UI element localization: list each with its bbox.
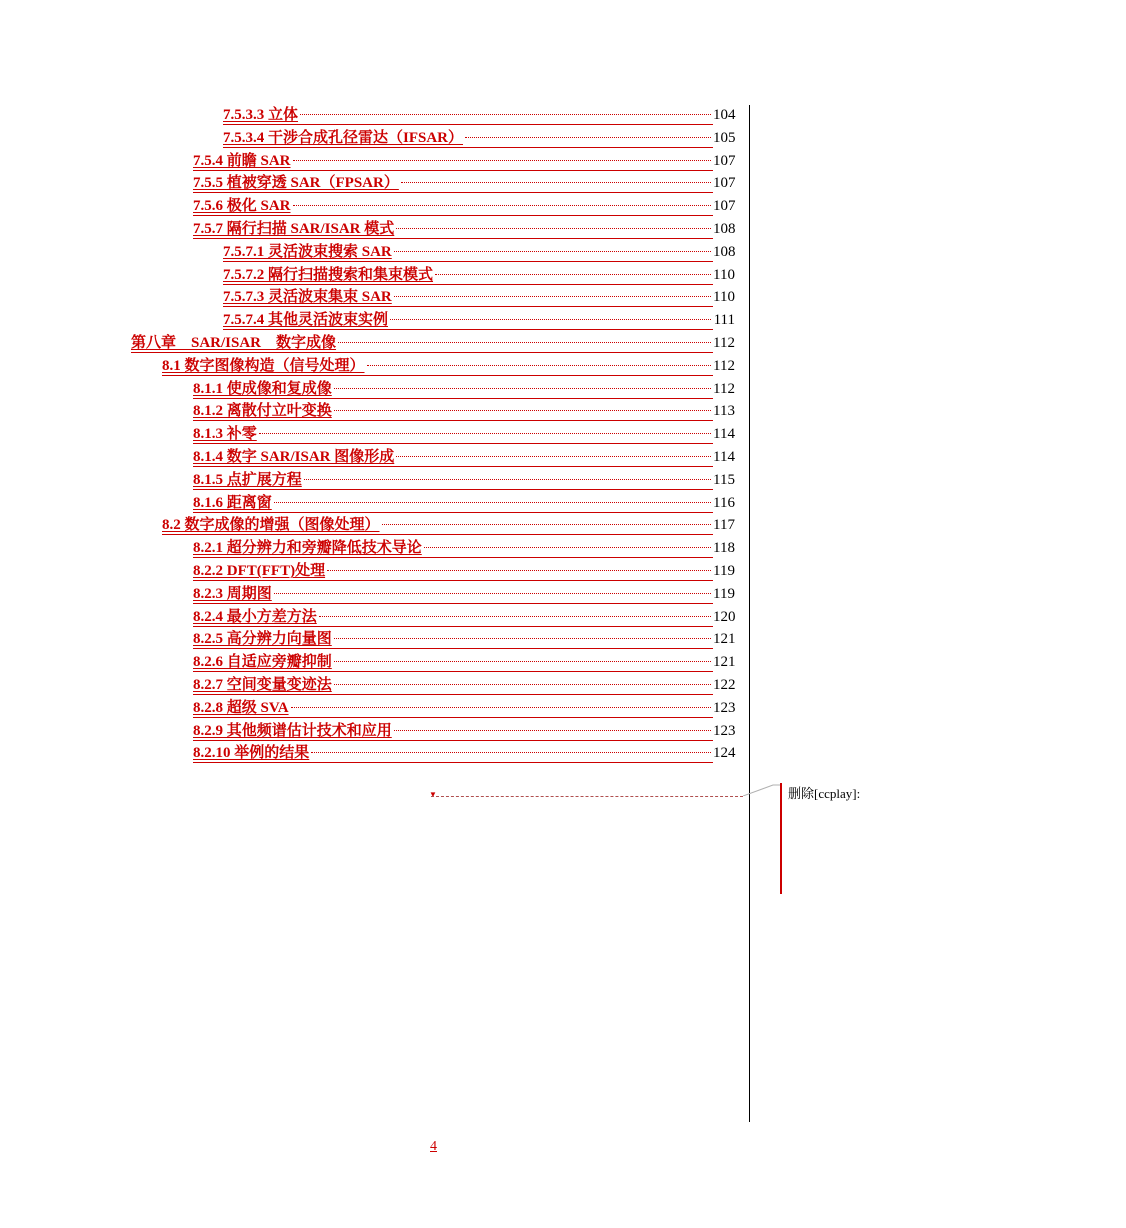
toc-entry[interactable] [223, 310, 735, 330]
toc-entry-page: 122 [713, 677, 736, 693]
dot-leader [274, 502, 711, 503]
toc-entry[interactable] [193, 151, 735, 171]
dot-leader [382, 524, 711, 525]
toc-entry[interactable] [193, 698, 735, 718]
dot-leader [334, 410, 711, 411]
toc-entry-page: 121 [713, 654, 736, 670]
toc-entry-title: 8.2.7 空间变量变迹法 [193, 677, 332, 693]
toc-entry-page: 107 [713, 175, 736, 191]
dot-leader [390, 319, 711, 320]
dot-leader [319, 616, 711, 617]
toc-entry-page: 124 [713, 745, 736, 761]
dot-leader [327, 570, 711, 571]
dot-leader [334, 684, 711, 685]
toc-entry-title: 8.1.1 使成像和复成像 [193, 381, 332, 397]
toc-entry-page: 105 [713, 130, 736, 146]
toc-entry[interactable] [223, 265, 735, 285]
toc-entry-title: 8.1.5 点扩展方程 [193, 472, 302, 488]
toc-entry-page: 104 [713, 107, 736, 123]
dot-leader [394, 251, 711, 252]
toc-entry[interactable] [131, 333, 735, 353]
toc-entry-title: 7.5.3.4 干涉合成孔径雷达（IFSAR） [223, 130, 464, 146]
page-number: 4 [430, 1139, 437, 1154]
toc-entry[interactable] [223, 242, 735, 262]
toc-entry-title: 8.2 数字成像的增强（图像处理） [162, 517, 380, 533]
toc-entry-page: 108 [713, 221, 736, 237]
toc-entry-page: 110 [713, 267, 735, 283]
toc-entry-title: 8.2.9 其他频谱估计技术和应用 [193, 723, 392, 739]
toc-entry-title: 8.1.2 离散付立叶变换 [193, 403, 332, 419]
toc-entry-page: 123 [713, 723, 736, 739]
toc-entry[interactable] [193, 629, 735, 649]
dot-leader [334, 638, 711, 639]
dot-leader [274, 593, 711, 594]
toc-entry[interactable] [193, 721, 735, 741]
toc-entry-page: 110 [713, 289, 735, 305]
comment-balloon-bar [780, 783, 782, 894]
toc-entry-page: 123 [713, 700, 736, 716]
toc-entry-title: 8.1.6 距离窗 [193, 495, 272, 511]
dot-leader [394, 296, 711, 297]
dot-leader [293, 160, 711, 161]
toc-entry-title: 8.2.4 最小方差方法 [193, 609, 317, 625]
toc-entry[interactable] [193, 493, 735, 513]
toc-entry[interactable] [193, 538, 735, 558]
toc-entry-title: 7.5.7.3 灵活波束集束 SAR [223, 289, 392, 305]
toc-entry-title: 7.5.7 隔行扫描 SAR/ISAR 模式 [193, 221, 395, 237]
dot-leader [334, 388, 711, 389]
toc-entry[interactable] [193, 743, 735, 763]
toc-entry-title: 8.2.10 举例的结果 [193, 745, 310, 761]
dot-leader [435, 274, 711, 275]
toc-entry-title: 8.2.1 超分辨力和旁瓣降低技术导论 [193, 540, 422, 556]
dot-leader [338, 342, 711, 343]
dot-leader [311, 752, 711, 753]
toc-entry-title: 7.5.7.4 其他灵活波束实例 [223, 312, 389, 328]
toc-entry-page: 117 [713, 517, 735, 533]
toc-entry[interactable] [223, 128, 735, 148]
dot-leader [367, 365, 711, 366]
toc-entry-page: 119 [713, 563, 735, 579]
dot-leader [293, 205, 711, 206]
toc-entry-title: 7.5.3.3 立体 [223, 107, 299, 123]
dot-leader [424, 547, 711, 548]
toc-entry-title: 8.2.5 高分辨力向量图 [193, 631, 332, 647]
toc-entry[interactable] [193, 470, 735, 490]
toc-entry-page: 120 [713, 609, 736, 625]
toc-entry-page: 112 [713, 335, 735, 351]
toc-entry[interactable] [193, 561, 735, 581]
toc-entry-title: 7.5.7.2 隔行扫描搜索和集束模式 [223, 267, 434, 283]
toc-entry[interactable] [193, 424, 735, 444]
deleted-text-marker [431, 796, 743, 797]
toc-entry-title: 8.1.4 数字 SAR/ISAR 图像形成 [193, 449, 395, 465]
toc-entry-title: 7.5.5 植被穿透 SAR（FPSAR） [193, 175, 399, 191]
toc-entry-title: 第八章 SAR/ISAR 数字成像 [131, 335, 337, 351]
toc-entry-page: 118 [713, 540, 735, 556]
toc-entry[interactable] [193, 401, 735, 421]
toc-entry-page: 107 [713, 153, 736, 169]
toc-entry[interactable] [223, 287, 735, 307]
dot-leader [304, 479, 711, 480]
toc-entry[interactable] [193, 607, 735, 627]
toc-entry-title: 8.2.3 周期图 [193, 586, 272, 602]
toc-entry-title: 7.5.7.1 灵活波束搜索 SAR [223, 244, 392, 260]
dot-leader [465, 137, 711, 138]
toc-entry-title: 8.2.8 超级 SVA [193, 700, 289, 716]
toc-entry[interactable] [193, 173, 735, 193]
toc-entry-page: 121 [713, 631, 736, 647]
toc-entry-title: 8.1.3 补零 [193, 426, 257, 442]
comment-connector [743, 784, 781, 796]
dot-leader [300, 114, 711, 115]
toc-entry-title: 8.2.2 DFT(FFT)处理 [193, 563, 326, 579]
toc-entry[interactable] [193, 675, 735, 695]
toc-entry[interactable] [193, 584, 735, 604]
toc-entry[interactable] [223, 105, 735, 125]
toc-entry[interactable] [162, 356, 735, 376]
toc-entry-page: 115 [713, 472, 735, 488]
toc-entry-page: 111 [713, 312, 735, 328]
toc-entry-title: 8.1 数字图像构造（信号处理） [162, 358, 365, 374]
dot-leader [334, 661, 711, 662]
dot-leader [291, 707, 711, 708]
toc-entry-page: 113 [713, 403, 735, 419]
toc-entry[interactable] [193, 652, 735, 672]
toc-entry[interactable] [193, 219, 735, 239]
toc-entry-page: 112 [713, 381, 735, 397]
toc-entry-page: 112 [713, 358, 735, 374]
deletion-anchor-icon: ▼ [429, 790, 437, 799]
revision-margin-line [749, 105, 750, 1122]
dot-leader [396, 456, 711, 457]
toc-entry-page: 119 [713, 586, 735, 602]
toc-entry-page: 116 [713, 495, 735, 511]
toc-entry[interactable] [193, 196, 735, 216]
toc-entry-page: 107 [713, 198, 736, 214]
toc-entry[interactable] [193, 447, 735, 467]
dot-leader [396, 228, 711, 229]
toc-entry-page: 114 [713, 449, 735, 465]
toc-entry[interactable] [193, 379, 735, 399]
dot-leader [394, 730, 711, 731]
deletion-comment[interactable]: 删除[ccplay]: [788, 786, 861, 801]
toc-entry-title: 7.5.4 前瞻 SAR [193, 153, 291, 169]
dot-leader [259, 433, 711, 434]
toc-entry-page: 114 [713, 426, 735, 442]
toc-entry-title: 7.5.6 极化 SAR [193, 198, 291, 214]
toc-entry[interactable] [162, 515, 735, 535]
toc-entry-page: 108 [713, 244, 736, 260]
toc-entry-title: 8.2.6 自适应旁瓣抑制 [193, 654, 332, 670]
dot-leader [401, 182, 711, 183]
